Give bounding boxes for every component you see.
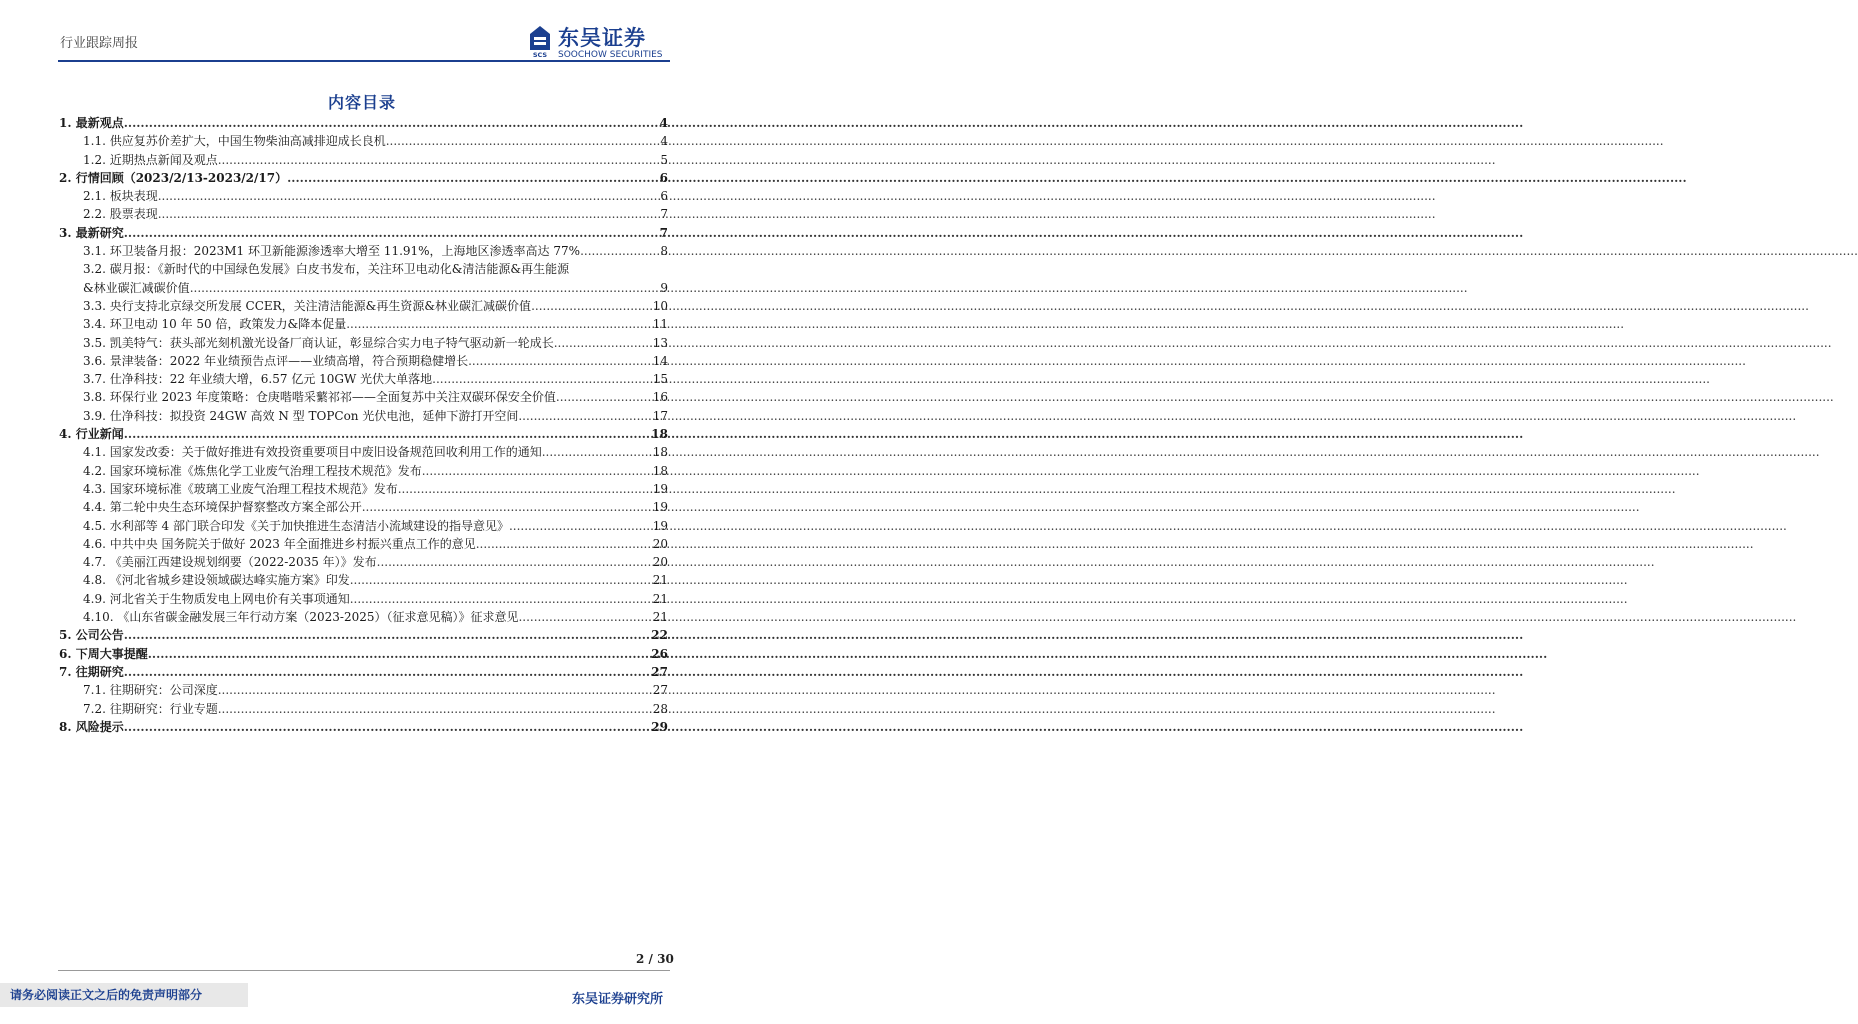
toc-entry-text: 4.10. 《山东省碳金融发展三年行动方案（2023-2025）（征求意见稿）》征求意见 <box>83 610 519 625</box>
toc-entry[interactable] <box>59 571 668 589</box>
toc-entry-text: 7.1. 往期研究：公司深度 <box>83 683 218 698</box>
toc-leader-dots <box>518 608 650 626</box>
toc-entry-page: 5 <box>660 152 668 167</box>
toc-leader-dots <box>124 224 658 242</box>
toc-entry-text: 4.8. 《河北省城乡建设领域碳达峰实施方案》印发 <box>83 573 350 588</box>
toc-leader-dots <box>158 205 659 223</box>
toc-entry-text: 3.3. 央行支持北京绿交所发展 CCER，关注清洁能源&再生资源&林业碳汇减碳价值 <box>83 298 532 313</box>
toc-leader-dots <box>386 132 659 150</box>
toc-entry-page: 7 <box>659 225 668 240</box>
toc-entry-page: 18 <box>652 445 668 460</box>
toc-leader-dots <box>218 151 659 169</box>
toc-entry-text: 3.7. 仕净科技：22 年业绩大增，6.57 亿元 10GW 光伏大单落地 <box>83 372 433 387</box>
toc-entry-page: 20 <box>652 555 668 570</box>
toc-leader-dots <box>518 407 650 425</box>
toc-entry[interactable] <box>59 718 668 736</box>
toc-entry-text: 4.6. 中共中央 国务院关于做好 2023 年全面推进乡村振兴重点工作的意见 <box>83 536 476 551</box>
toc-entry-page: 19 <box>652 500 668 515</box>
toc-entry[interactable] <box>59 114 668 132</box>
toc-entry[interactable] <box>59 590 668 608</box>
toc-entry[interactable] <box>59 425 668 443</box>
header-report-type: 行业跟踪周报 <box>60 36 139 51</box>
toc-entry[interactable] <box>59 132 668 150</box>
toc-entry-page: 10 <box>652 298 668 313</box>
toc-entry[interactable] <box>59 407 668 425</box>
logo-name-en: SOOCHOW SECURITIES <box>558 50 663 60</box>
toc-entry-page: 21 <box>652 591 668 606</box>
toc-entry-page: 15 <box>652 372 668 387</box>
logo-name-cn: 东吴证券 <box>558 26 646 50</box>
toc-entry-page: 28 <box>652 701 668 716</box>
toc-entry-text: 1.1. 供应复苏价差扩大，中国生物柴油高减排迎成长良机 <box>83 134 386 149</box>
toc-entry-text: 4.1. 国家发改委：关于做好推进有效投资重要项目中废旧设备规范回收利用工作的通知 <box>83 445 542 460</box>
toc-entry-page: 26 <box>651 646 668 661</box>
toc-entry-text: 4.4. 第二轮中央生态环境保护督察整改方案全部公开 <box>83 500 362 515</box>
toc-leader-dots <box>124 718 650 736</box>
toc-entry[interactable] <box>59 370 668 388</box>
toc-entry-page: 8 <box>660 244 668 259</box>
toc-entry-page: 16 <box>652 390 668 405</box>
toc-entry-text: 5. 公司公告 <box>59 628 124 643</box>
toc-leader-dots <box>124 425 650 443</box>
toc-entry-text: 3.4. 环卫电动 10 年 50 倍，政策发力&降本促量 <box>83 317 347 332</box>
toc-entry-text: &林业碳汇减碳价值 <box>83 280 190 295</box>
toc-entry-text: 1.2. 近期热点新闻及观点 <box>83 152 218 167</box>
toc-leader-dots <box>422 462 651 480</box>
toc-entry-page: 18 <box>652 463 668 478</box>
toc-entry-page: 20 <box>652 536 668 551</box>
footer-disclaimer-box <box>0 983 248 1007</box>
logo-mark-icon <box>528 24 552 58</box>
toc-entry-page: 9 <box>660 280 668 295</box>
toc-entry-page: 27 <box>651 664 668 679</box>
toc-entry-page: 13 <box>652 335 668 350</box>
page-number: 2 / 30 <box>636 952 674 966</box>
toc-entry[interactable] <box>59 334 668 352</box>
toc-entry[interactable] <box>59 279 668 297</box>
toc-entry[interactable] <box>59 681 668 699</box>
toc-entry-text: 3.9. 仕净科技：拟投资 24GW 高效 N 型 TOPCon 光伏电池，延伸下游打开空间 <box>83 408 519 423</box>
toc-leader-dots <box>476 535 651 553</box>
toc-entry-text: 4. 行业新闻 <box>59 427 124 442</box>
toc-entry-text: 6. 下周大事提醒 <box>59 646 148 661</box>
toc-entry-page: 19 <box>652 481 668 496</box>
toc-entry-page: 21 <box>652 610 668 625</box>
toc-entry[interactable] <box>59 352 668 370</box>
toc-entry[interactable] <box>59 626 668 644</box>
toc-leader-dots <box>350 571 651 589</box>
toc-entry-text: 4.9. 河北省关于生物质发电上网电价有关事项通知 <box>83 591 350 606</box>
toc-leader-dots <box>287 169 658 187</box>
toc-leader-dots <box>556 388 651 406</box>
toc-title: 内容目录 <box>327 93 396 112</box>
toc-entry-page: 7 <box>660 207 668 222</box>
toc-entry[interactable] <box>59 608 668 626</box>
toc-entry[interactable] <box>59 553 668 571</box>
toc-leader-dots <box>124 114 658 132</box>
toc-leader-dots <box>124 663 650 681</box>
toc-leader-dots <box>124 626 650 644</box>
toc-entry-page: 4 <box>660 134 668 149</box>
toc-leader-dots <box>346 315 651 333</box>
toc-entry-text: 8. 风险提示 <box>59 719 124 734</box>
toc-entry-text: 4.2. 国家环境标准《炼焦化学工业废气治理工程技术规范》发布 <box>83 463 422 478</box>
table-of-contents <box>59 114 668 736</box>
toc-leader-dots <box>580 242 658 260</box>
toc-entry-text: 3.5. 凯美特气：获头部光刻机激光设备厂商认证，彰显综合实力电子特气驱动新一轮成长 <box>83 335 554 350</box>
toc-entry-text: 2. 行情回顾（2023/2/13-2023/2/17） <box>59 170 288 185</box>
toc-entry[interactable] <box>59 462 668 480</box>
toc-entry[interactable] <box>59 480 668 498</box>
toc-leader-dots <box>362 498 651 516</box>
toc-entry[interactable] <box>59 517 668 535</box>
toc-entry[interactable] <box>59 151 668 169</box>
toc-entry-page: 17 <box>652 408 668 423</box>
toc-leader-dots <box>432 370 651 388</box>
logo-mark-text: SCS <box>532 51 548 59</box>
toc-entry-text: 3.1. 环卫装备月报：2023M1 环卫新能源渗透率大增至 11.91%，上海地区渗透率高达 77% <box>83 244 581 259</box>
toc-entry-page: 27 <box>652 683 668 698</box>
toc-entry-text: 2.1. 板块表现 <box>83 189 158 204</box>
toc-entry-page: 22 <box>651 628 668 643</box>
toc-entry[interactable] <box>59 645 668 663</box>
toc-entry-page: 4 <box>659 116 668 130</box>
toc-leader-dots <box>509 517 651 535</box>
toc-entry[interactable] <box>59 443 668 461</box>
toc-entry[interactable] <box>59 663 668 681</box>
toc-entry[interactable] <box>59 388 668 406</box>
toc-leader-dots <box>148 645 650 663</box>
toc-entry[interactable] <box>59 315 668 333</box>
toc-entry-text: 7.2. 往期研究：行业专题 <box>83 701 218 716</box>
toc-entry-page: 14 <box>652 353 668 368</box>
toc-entry[interactable] <box>59 169 668 187</box>
toc-entry-text: 3.8. 环保行业 2023 年度策略：仓庚喈喈采蘩祁祁——全面复苏中关注双碳环保安全价值 <box>83 390 556 405</box>
brand-logo <box>528 22 688 62</box>
toc-entry-text: 3.6. 景津装备：2022 年业绩预告点评——业绩高增，符合预期稳健增长 <box>83 353 469 368</box>
toc-entry-text: 4.5. 水利部等 4 部门联合印发《关于加快推进生态清洁小流域建设的指导意见》 <box>83 518 509 533</box>
toc-leader-dots <box>554 334 651 352</box>
header-divider <box>58 60 670 62</box>
toc-entry-page: 21 <box>652 573 668 588</box>
toc-entry-page: 18 <box>651 427 668 442</box>
toc-entry[interactable] <box>59 700 668 718</box>
toc-entry-page: 19 <box>652 518 668 533</box>
toc-leader-dots <box>377 553 651 571</box>
toc-entry-text: 2.2. 股票表现 <box>83 207 158 222</box>
toc-entry-text: 4.3. 国家环境标准《玻璃工业废气治理工程技术规范》发布 <box>83 481 398 496</box>
toc-leader-dots <box>531 297 651 315</box>
toc-leader-dots <box>190 279 659 297</box>
toc-entry-page: 6 <box>659 170 668 185</box>
toc-entry[interactable] <box>59 187 668 205</box>
toc-leader-dots <box>218 681 651 699</box>
toc-entry-text: 1. 最新观点 <box>59 116 124 130</box>
toc-leader-dots <box>218 700 651 718</box>
toc-leader-dots <box>158 187 659 205</box>
toc-leader-dots <box>542 443 651 461</box>
toc-leader-dots <box>468 352 651 370</box>
toc-leader-dots <box>350 590 651 608</box>
toc-entry[interactable] <box>59 260 668 278</box>
toc-entry-page: 29 <box>651 719 668 734</box>
toc-entry-text: 3.2. 碳月报：《新时代的中国绿色发展》白皮书发布，关注环卫电动化&清洁能源&再生能源 <box>83 262 570 277</box>
toc-leader-dots <box>398 480 651 498</box>
toc-entry[interactable] <box>59 498 668 516</box>
toc-entry-text: 4.7. 《美丽江西建设规划纲要（2022-2035 年）》发布 <box>83 555 377 570</box>
toc-entry-page: 11 <box>652 317 668 332</box>
toc-entry-text: 3. 最新研究 <box>59 225 124 240</box>
toc-entry[interactable] <box>59 242 668 260</box>
toc-entry[interactable] <box>59 224 668 242</box>
footer-divider <box>58 970 670 971</box>
toc-entry[interactable] <box>59 297 668 315</box>
toc-entry-page: 6 <box>660 189 668 204</box>
footer-institute: 东吴证券研究所 <box>572 992 664 1007</box>
toc-entry[interactable] <box>59 535 668 553</box>
toc-entry-text: 7. 往期研究 <box>59 664 124 679</box>
toc-entry[interactable] <box>59 205 668 223</box>
footer-disclaimer: 请务必阅读正文之后的免责声明部分 <box>10 988 203 1002</box>
